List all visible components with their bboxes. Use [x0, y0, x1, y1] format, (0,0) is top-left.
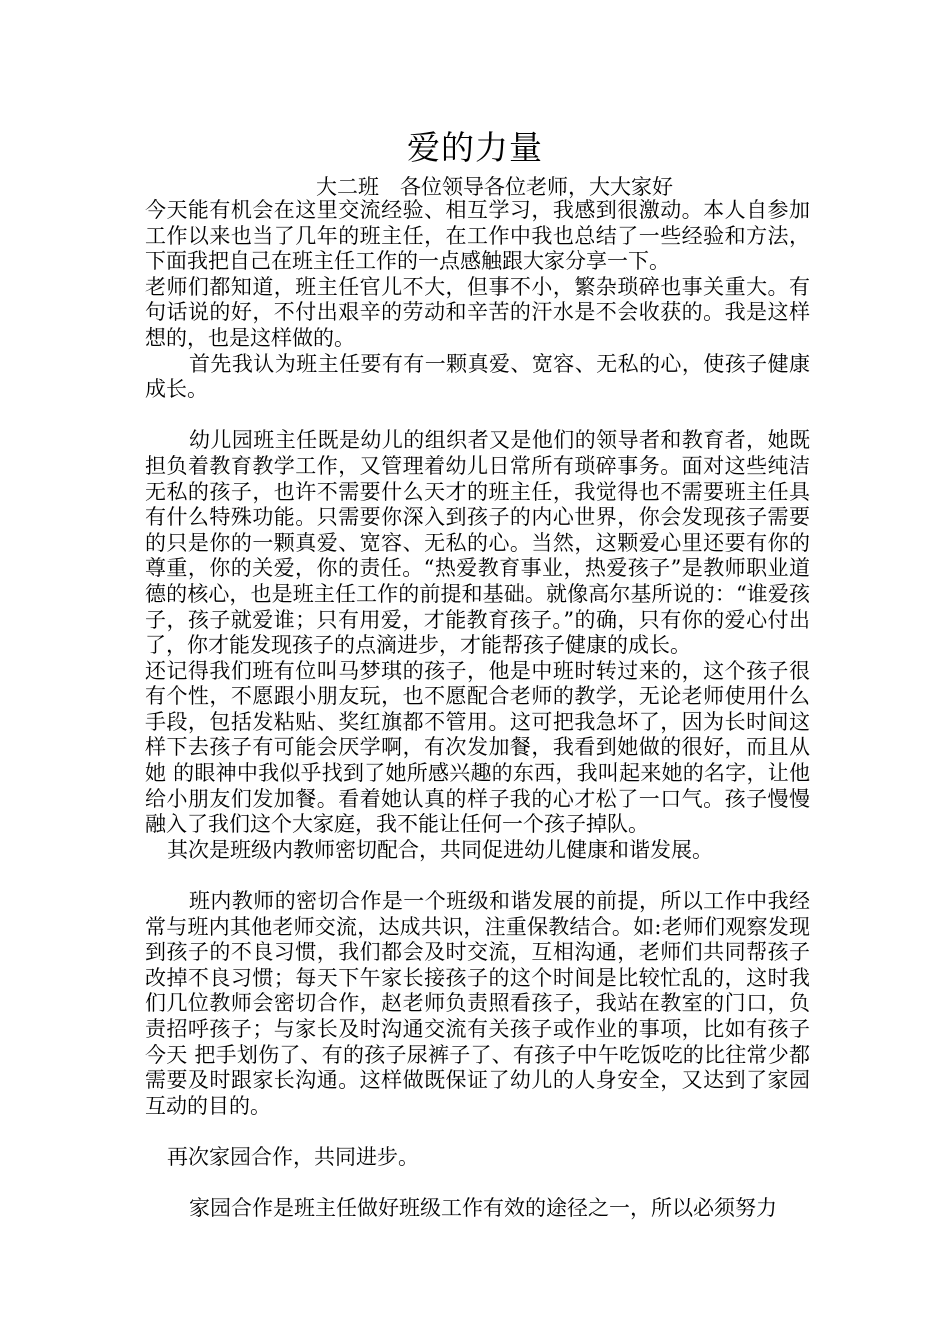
paragraph-kindergarten-teacher: 幼儿园班主任既是幼儿的组织者又是他们的领导者和教育者，她既担负着教育教学工作，又管理着幼儿日常所有琐碎事务。面对这些纯洁无私的孩子，也许不需要什么天才的班主任，我觉得也不需要班主任具有什么特殊功能。只需要你深入到孩子的内心世界，你会发现孩子需要的只是你的一颗真爱、宽容、无私的心。当然，这颗爱心里还要有你的尊重，你的关爱，你的责任。“热爱教育事业，热爱孩子”是教师职业道德的核心，也是班主任工作的前提和基础。就像高尔基所说的：“谁爱孩子，孩子就爱谁；只有用爱，才能教育孩子。”的确，只有你的爱心付出了，你才能发现孩子的点滴进步，才能帮孩子健康的成长。	[145, 428, 810, 658]
paragraph-teachers-know: 老师们都知道，班主任官儿不大，但事不小，繁杂琐碎也事关重大。有句话说的好，不付出艰辛的劳动和辛苦的汗水是不会收获的。我是这样想的，也是这样做的。	[145, 274, 810, 350]
paragraph-intro: 今天能有机会在这里交流经验、相互学习，我感到很激动。本人自参加工作以来也当了几年的班主任，在工作中我也总结了一些经验和方法，下面我把自己在班主任工作的一点感触跟大家分享一下。	[145, 198, 810, 274]
document-title: 爱的力量	[407, 128, 543, 167]
paragraph-cooperation: 班内教师的密切合作是一个班级和谐发展的前提，所以工作中我经常与班内其他老师交流，达成共识，注重保教结合。如:老师们观察发现到孩子的不良习惯，我们都会及时交流，互相沟通，老师们共同帮孩子改掉不良习惯；每天下午家长接孩子的这个时间是比较忙乱的，这时我们几位教师会密切合作，赵老师负责照看孩子，我站在教室的门口，负责招呼孩子；与家长及时沟通交流有关孩子或作业的事项，比如有孩子今天 把手划伤了、有的孩子尿裤子了、有孩子中午吃饭吃的比往常少都需要及时跟家长沟通。这样做既保证了幼儿的人身安全，又达到了家园互动的目的。	[145, 889, 810, 1118]
paragraph-gap	[145, 863, 810, 889]
paragraph-second-point: 其次是班级内教师密切配合，共同促进幼儿健康和谐发展。	[167, 837, 713, 862]
paragraph-gap	[145, 1119, 810, 1145]
paragraph-story: 还记得我们班有位叫马梦琪的孩子，他是中班时转过来的，这个孩子很有个性，不愿跟小朋友玩，也不愿配合老师的教学，无论老师使用什么手段，包括发粘贴、奖红旗都不管用。这可把我急坏了，因为长时间这样下去孩子有可能会厌学啊，有次发加餐，我看到她做的很好，而且从她 的眼神中我似乎找到了她所感兴趣的东西，我叫起来她的名字，让他给小朋友们发加餐。看着她认真的样子我的心才松了一口气。孩子慢慢融入了我们这个大家庭，我不能让任何一个孩子掉队。	[145, 658, 810, 837]
paragraph-home-school: 家园合作是班主任做好班级工作有效的途径之一，所以必须努力	[189, 1196, 777, 1221]
paragraph-third-point: 再次家园合作，共同进步。	[167, 1144, 419, 1169]
paragraph-gap	[145, 1171, 810, 1197]
document-subtitle: 大二班 各位领导各位老师，大大家好	[316, 175, 673, 199]
document-body	[145, 198, 810, 1222]
paragraph-gap	[145, 403, 810, 429]
paragraph-first-point: 首先我认为班主任要有有一颗真爱、宽容、无私的心，使孩子健康成长。	[145, 351, 810, 402]
